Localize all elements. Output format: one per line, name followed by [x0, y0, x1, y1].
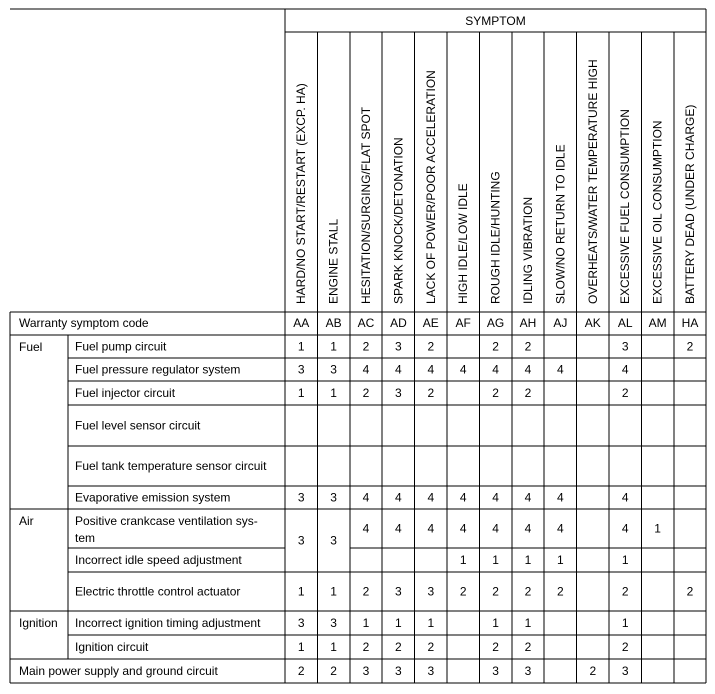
- cell-value: 4: [362, 521, 370, 536]
- row-label: Electric throttle control actuator: [75, 584, 241, 599]
- cell-value: 2: [621, 386, 629, 400]
- cell-value: 1: [330, 640, 337, 654]
- cell-value: 2: [492, 386, 499, 400]
- row-label: Incorrect idle speed adjustment: [75, 553, 242, 567]
- cell-value: 4: [524, 362, 532, 377]
- cell-value: 1: [297, 339, 305, 354]
- cell-value: 4: [362, 362, 370, 377]
- cell-value: 4: [427, 521, 435, 536]
- cell-value: 2: [492, 339, 499, 354]
- symptom-code: AF: [455, 316, 471, 330]
- cell-value: 3: [621, 339, 629, 354]
- row-label: Fuel tank temperature sensor circuit: [75, 459, 267, 473]
- main-power-row-label: Main power supply and ground circuit: [19, 664, 218, 678]
- cell-value: 2: [621, 640, 629, 654]
- cell-value: 2: [395, 640, 402, 654]
- cell-value: 3: [395, 386, 402, 400]
- cell-value: 1: [395, 616, 402, 630]
- cell-value: 2: [524, 339, 532, 354]
- cell-value: 3: [395, 664, 402, 678]
- symptom-name: ENGINE STALL: [326, 218, 341, 304]
- symptom-code: AB: [325, 316, 342, 330]
- cell-value: 2: [492, 584, 499, 599]
- cell-value: 3: [297, 616, 305, 630]
- cell-value: 2: [492, 640, 499, 654]
- cell-value: 2: [524, 584, 532, 599]
- group-name: Fuel: [19, 340, 43, 354]
- cell-value: 1: [297, 584, 305, 599]
- symptom-code: AJ: [553, 316, 568, 330]
- cell-value: 2: [427, 386, 435, 400]
- row-label: Fuel pump circuit: [75, 339, 167, 354]
- cell-value: 2: [459, 584, 467, 599]
- row-label: Fuel level sensor circuit: [75, 418, 201, 433]
- cell-value: 3: [330, 490, 337, 505]
- symptom-name: EXCESSIVE FUEL CONSUMPTION: [618, 109, 633, 304]
- cell-value: 1: [330, 584, 337, 599]
- cell-value: 3: [492, 664, 499, 678]
- cell-value: 4: [395, 521, 402, 536]
- cell-value: 1: [297, 386, 305, 400]
- symptom-name: OVERHEATS/WATER TEMPERATURE HIGH: [585, 59, 600, 304]
- cell-value: 3: [395, 339, 402, 354]
- cell-value: 4: [427, 362, 435, 377]
- symptom-name: SPARK KNOCK/DETONATION: [391, 137, 406, 304]
- symptom-name: LACK OF POWER/POOR ACCELERATION: [423, 70, 438, 304]
- symptom-code: AK: [584, 316, 601, 330]
- cell-value: 2: [362, 640, 370, 654]
- cell-value: 2: [362, 339, 370, 354]
- cell-value: 3: [395, 584, 402, 599]
- group-name: Air: [19, 514, 34, 528]
- symptom-code: AL: [617, 316, 633, 330]
- cell-value: 4: [459, 490, 467, 505]
- cell-value: 4: [557, 362, 564, 377]
- cell-value: 3: [621, 664, 629, 678]
- cell-value: 2: [589, 664, 597, 678]
- cell-value: 2: [427, 640, 435, 654]
- group-name: Ignition: [19, 616, 58, 630]
- cell-value: 4: [459, 362, 467, 377]
- symptom-name: HARD/NO START/RESTART (EXCP. HA): [294, 83, 309, 304]
- cell-value: 4: [557, 490, 564, 505]
- cell-value: 1: [621, 616, 629, 630]
- cell-value: 1: [459, 553, 467, 567]
- cell-value: 2: [427, 339, 435, 354]
- cell-value: 2: [330, 664, 337, 678]
- cell-value: 4: [621, 490, 629, 505]
- symptom-code: AE: [422, 316, 439, 330]
- cell-value: 2: [621, 584, 629, 599]
- row-label: tem: [75, 531, 96, 545]
- symptom-code: AH: [519, 316, 537, 330]
- warranty-symptom-code-label: Warranty symptom code: [19, 316, 149, 330]
- cell-value: 3: [297, 362, 305, 377]
- cell-value: 1: [621, 553, 629, 567]
- cell-value: 1: [492, 553, 499, 567]
- symptom-code: HA: [681, 316, 699, 330]
- symptom-code: AG: [486, 316, 505, 330]
- symptom-name: EXCESSIVE OIL CONSUMPTION: [650, 120, 665, 304]
- cell-value: 3: [524, 664, 532, 678]
- cell-value: 2: [362, 386, 370, 400]
- cell-value: 1: [524, 553, 532, 567]
- cell-value: 2: [524, 640, 532, 654]
- cell-value: 1: [330, 339, 337, 354]
- row-label: Fuel pressure regulator system: [75, 362, 241, 377]
- cell-value: 4: [524, 490, 532, 505]
- cell-value: 1: [524, 616, 532, 630]
- symptom-code: AD: [390, 316, 407, 330]
- cell-value: 1: [557, 553, 564, 567]
- cell-value: 1: [654, 521, 661, 536]
- cell-value: 1: [330, 386, 337, 400]
- cell-value: 4: [492, 490, 499, 505]
- symptom-code: AM: [648, 316, 667, 330]
- cell-value: 3: [427, 664, 435, 678]
- cell-value: 4: [427, 490, 435, 505]
- cell-value: 4: [621, 521, 629, 536]
- symptom-code: AA: [293, 316, 310, 330]
- row-label: Incorrect ignition timing adjustment: [75, 616, 261, 630]
- row-label: Evaporative emission system: [75, 490, 231, 505]
- cell-value: 4: [524, 521, 532, 536]
- cell-value: 4: [492, 362, 499, 377]
- cell-value: 1: [362, 616, 370, 630]
- cell-value: 4: [395, 490, 402, 505]
- cell-value: 2: [524, 386, 532, 400]
- symptom-name: HESITATION/SURGING/FLAT SPOT: [359, 106, 373, 304]
- cell-value: 4: [557, 521, 564, 536]
- cell-value: 1: [297, 640, 305, 654]
- cell-value: 4: [459, 521, 467, 536]
- cell-value: 2: [297, 664, 305, 678]
- cell-value: 3: [297, 533, 305, 548]
- cell-value: 3: [297, 490, 305, 505]
- cell-value: 4: [621, 362, 629, 377]
- row-label: Fuel injector circuit: [75, 386, 176, 400]
- cell-value: 1: [492, 616, 499, 630]
- cell-value: 2: [686, 339, 694, 354]
- cell-value: 4: [362, 490, 370, 505]
- cell-value: 1: [427, 616, 435, 630]
- cell-value: 2: [557, 584, 564, 599]
- cell-value: 3: [427, 584, 435, 599]
- cell-value: 3: [330, 533, 337, 548]
- row-label: Ignition circuit: [75, 640, 149, 654]
- row-label: Positive crankcase ventilation sys-: [75, 514, 258, 528]
- cell-value: 3: [362, 664, 370, 678]
- symptom-name: SLOW/NO RETURN TO IDLE: [553, 144, 568, 304]
- symptom-name: IDLING VIBRATION: [521, 196, 535, 304]
- symptom-name: BATTERY DEAD (UNDER CHARGE): [683, 104, 697, 304]
- cell-value: 3: [330, 616, 337, 630]
- symptom-name: HIGH IDLE/LOW IDLE: [456, 183, 471, 304]
- cell-value: 2: [686, 584, 694, 599]
- cell-value: 3: [330, 362, 337, 377]
- symptom-code: AC: [357, 316, 375, 330]
- symptom-name: ROUGH IDLE/HUNTING: [488, 171, 503, 304]
- symptom-header: SYMPTOM: [465, 14, 526, 28]
- cell-value: 4: [395, 362, 402, 377]
- cell-value: 4: [492, 521, 499, 536]
- cell-value: 2: [362, 584, 370, 599]
